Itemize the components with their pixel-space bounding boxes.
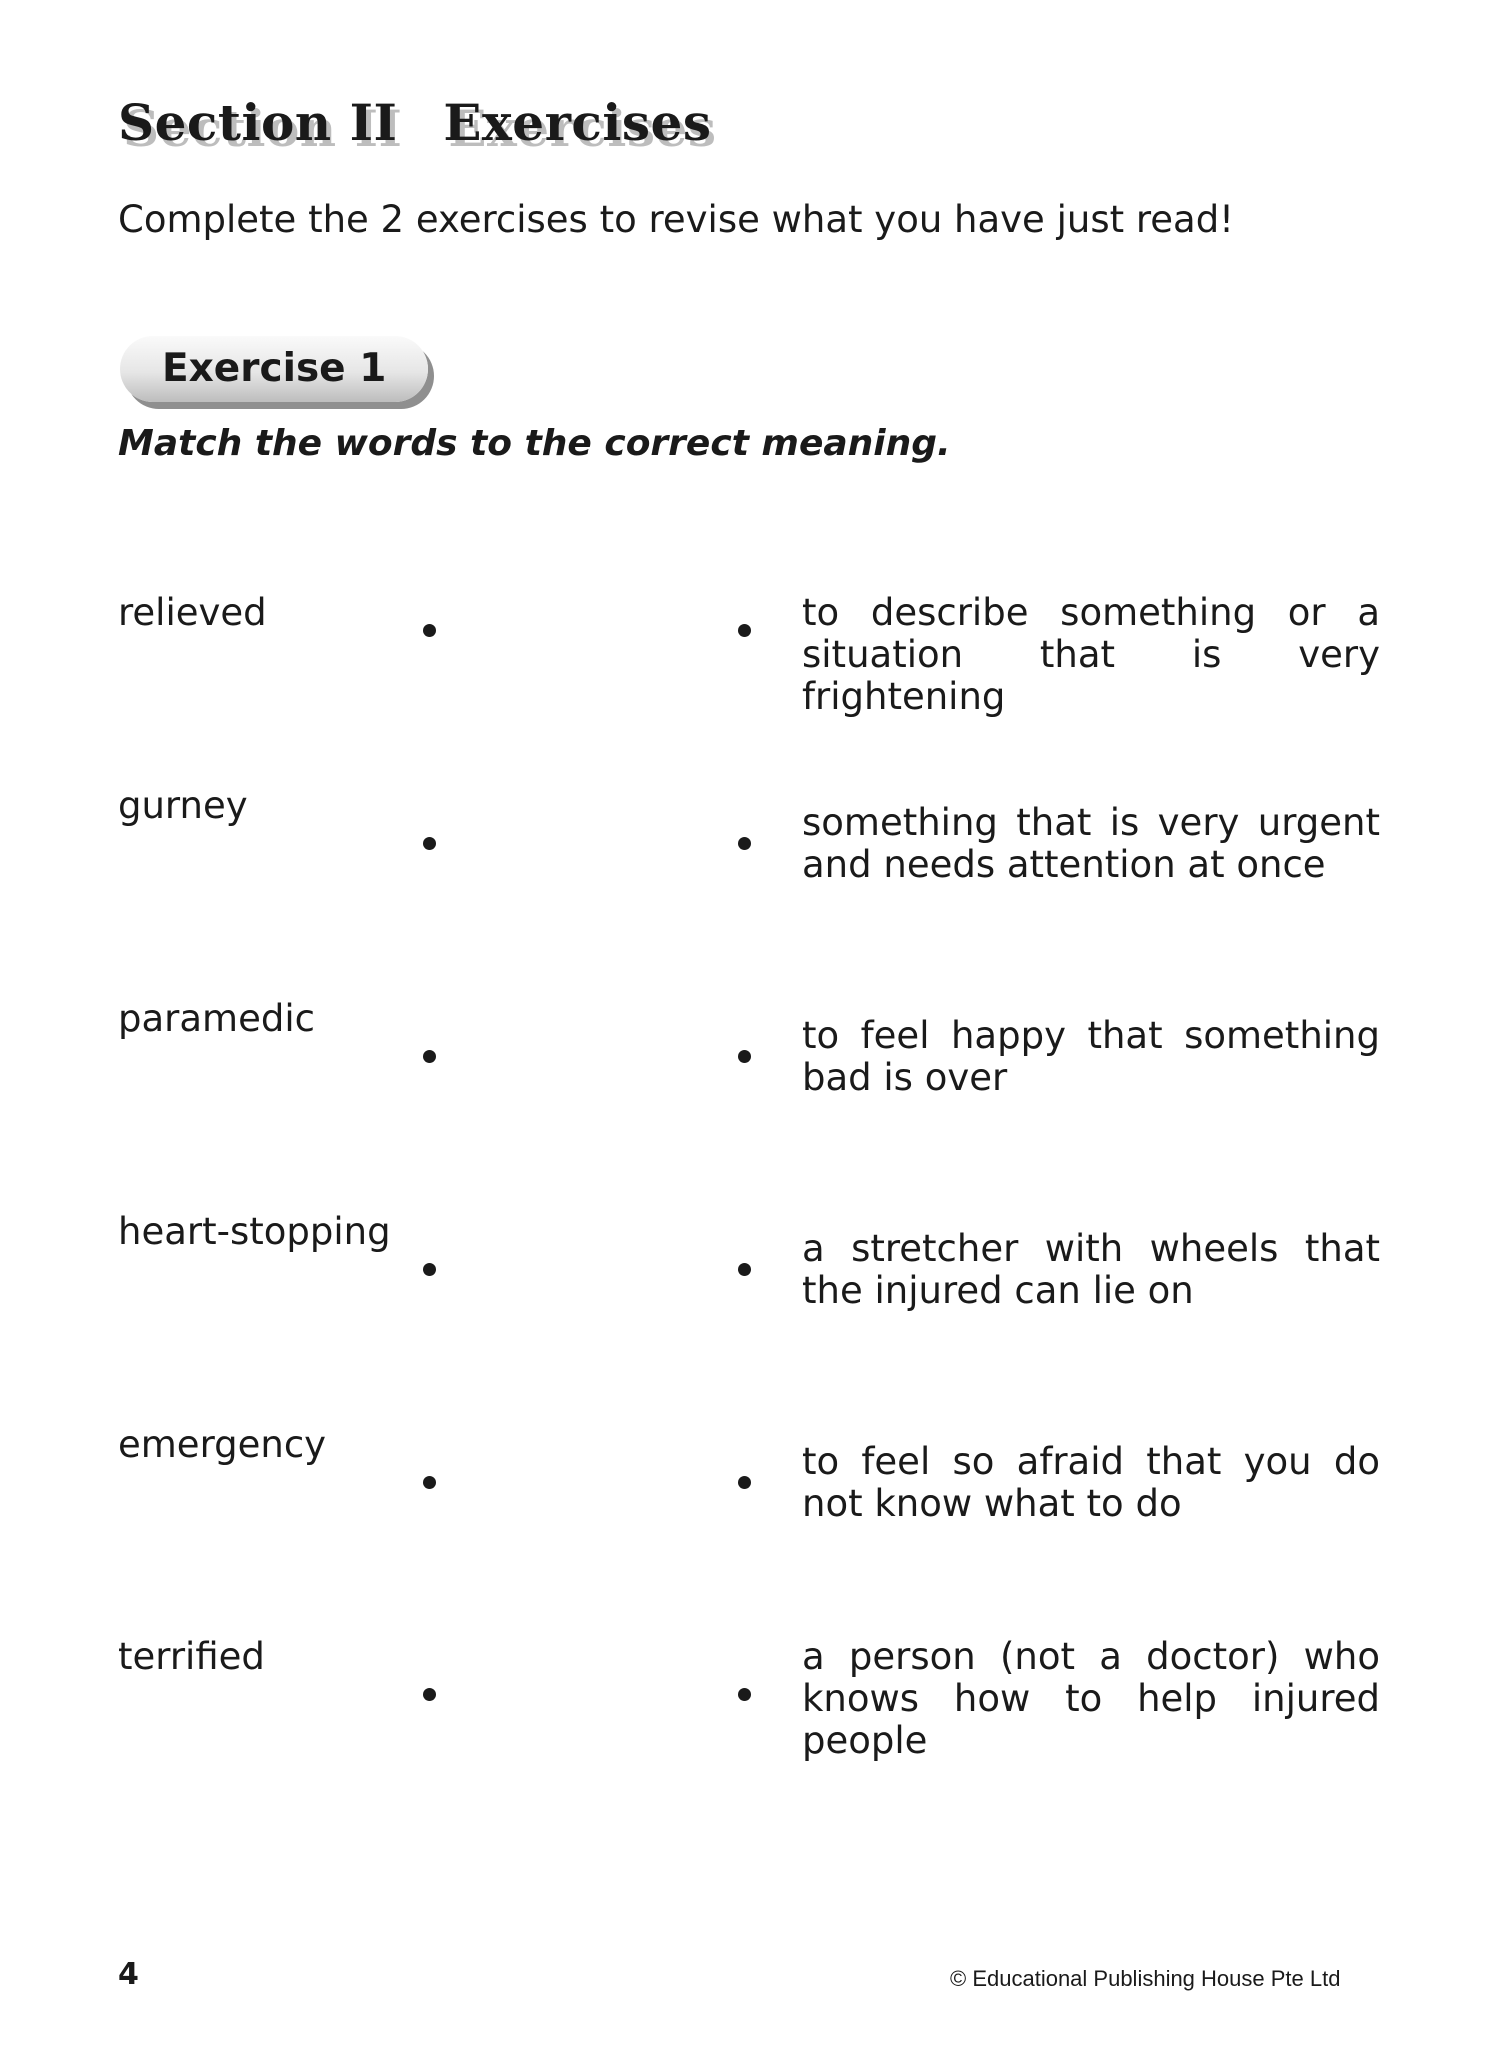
match-definition: something that is very urgent and needs attention at once bbox=[802, 801, 1380, 886]
word-connector-dot[interactable] bbox=[423, 1688, 436, 1701]
copyright-notice: © Educational Publishing House Pte Ltd bbox=[950, 1966, 1341, 1991]
section-label: Section II bbox=[118, 93, 398, 152]
definition-connector-dot[interactable] bbox=[738, 1476, 751, 1489]
exercise-badge: Exercise 1 bbox=[120, 336, 428, 402]
match-word: gurney bbox=[118, 784, 248, 827]
match-definition: to describe something or a situation that is very frightening bbox=[802, 591, 1380, 718]
word-connector-dot[interactable] bbox=[423, 1476, 436, 1489]
definition-connector-dot[interactable] bbox=[738, 1263, 751, 1276]
word-connector-dot[interactable] bbox=[423, 837, 436, 850]
match-row bbox=[0, 1424, 1497, 1624]
match-definition: a person (not a doctor) who knows how to help injured people bbox=[802, 1635, 1380, 1762]
match-definition: a stretcher with wheels that the injured can lie on bbox=[802, 1227, 1380, 1312]
match-word: relieved bbox=[118, 591, 267, 634]
section-title bbox=[118, 93, 712, 152]
match-definition: to feel happy that something bad is over bbox=[802, 1014, 1380, 1099]
match-row bbox=[0, 998, 1497, 1198]
definition-connector-dot[interactable] bbox=[738, 837, 751, 850]
word-connector-dot[interactable] bbox=[423, 624, 436, 637]
match-word: paramedic bbox=[118, 997, 315, 1040]
intro-text: Complete the 2 exercises to revise what you have just read! bbox=[118, 198, 1235, 241]
match-row bbox=[0, 1636, 1497, 1836]
word-connector-dot[interactable] bbox=[423, 1263, 436, 1276]
match-row bbox=[0, 592, 1497, 792]
section-heading: Exercises bbox=[443, 93, 712, 152]
definition-connector-dot[interactable] bbox=[738, 1688, 751, 1701]
definition-connector-dot[interactable] bbox=[738, 1050, 751, 1063]
match-row bbox=[0, 1211, 1497, 1411]
word-connector-dot[interactable] bbox=[423, 1050, 436, 1063]
match-row bbox=[0, 785, 1497, 985]
match-word: heart-stopping bbox=[118, 1210, 391, 1253]
match-definition: to feel so afraid that you do not know what to do bbox=[802, 1440, 1380, 1525]
page-number: 4 bbox=[118, 1957, 139, 1992]
match-word: terrified bbox=[118, 1635, 265, 1678]
definition-connector-dot[interactable] bbox=[738, 624, 751, 637]
exercise-instruction: Match the words to the correct meaning. bbox=[118, 423, 951, 464]
match-word: emergency bbox=[118, 1423, 327, 1466]
